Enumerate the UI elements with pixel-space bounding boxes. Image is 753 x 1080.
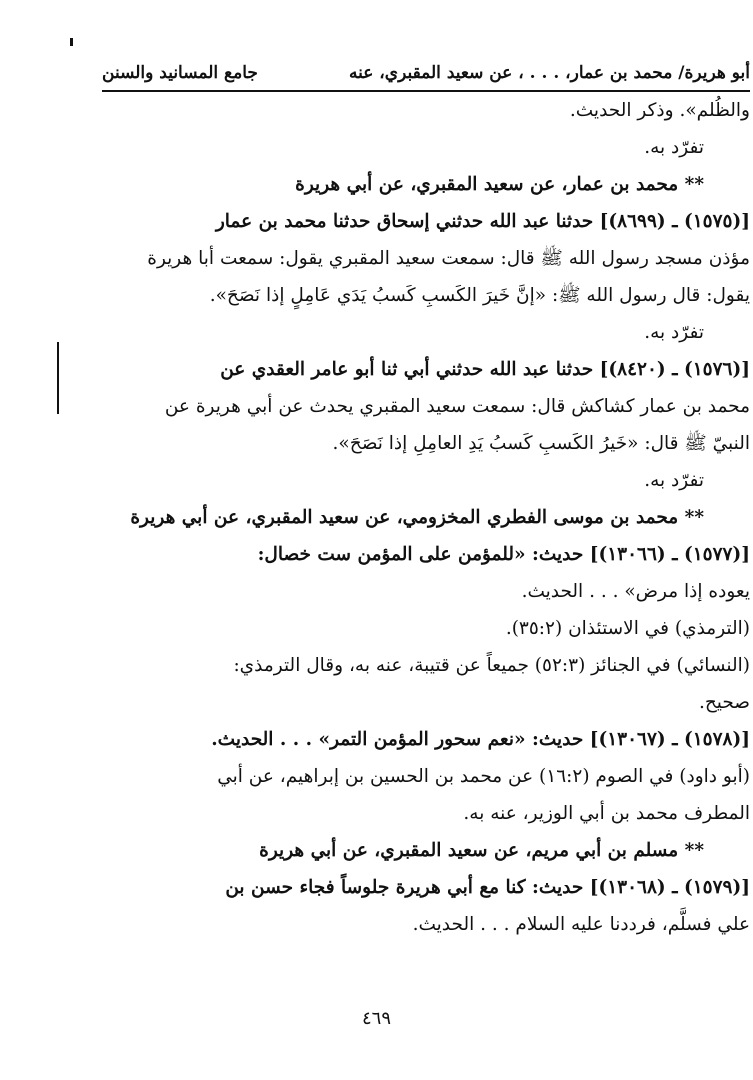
running-header xyxy=(102,56,750,92)
section-heading: ** محمد بن موسى الفطري المخزومي، عن سعيد المقبري، عن أبي هريرة xyxy=(130,507,704,528)
running-title: أبو هريرة/ محمد بن عمار، . . . ، عن سعيد المقبري، عنه xyxy=(348,63,750,83)
section-heading: ** مسلم بن أبي مريم، عن سعيد المقبري، عن أبي هريرة xyxy=(259,840,704,861)
text-line: المطرف محمد بن أبي الوزير، عنه به. xyxy=(463,803,750,824)
text-line: مؤذن مسجد رسول الله ﷺ قال: سمعت سعيد المقبري يقول: سمعت أبا هريرة xyxy=(147,248,750,269)
section-heading: ** محمد بن عمار، عن سعيد المقبري، عن أبي هريرة xyxy=(295,174,704,195)
text-line: تفرّد به. xyxy=(644,470,704,491)
source-reference: (الترمذي) في الاستئذان (٣٥:٢). xyxy=(505,618,750,639)
text-line: يعوده إذا مرض» . . . الحديث. xyxy=(521,581,750,602)
hadith-entry: [(١٥٧٨) ـ (١٣٠٦٧)] حديث: «نعم سحور المؤمن التمر» . . . الحديث. xyxy=(211,729,750,750)
page-number: ٤٦٩ xyxy=(361,1008,391,1029)
source-reference: (النسائي) في الجنائز (٥٢:٣) جميعاً عن قتيبة، عنه به، وقال الترمذي: xyxy=(233,655,750,676)
book-title: جامع المسانيد والسنن xyxy=(102,63,258,83)
text-line: يقول: قال رسول الله ﷺ: «إنَّ خَيرَ الكَسبِ كَسبُ يَدَي عَامِلٍ إذا نَصَحَ». xyxy=(209,285,750,306)
text-line: النبيّ ﷺ قال: «خَيرُ الكَسبِ كَسبُ يَدِ العامِلِ إذا نَصَحَ». xyxy=(332,433,750,454)
hadith-entry: [(١٥٧٥) ـ (٨٦٩٩)] حدثنا عبد الله حدثني إسحاق حدثنا محمد بن عمار xyxy=(215,211,750,232)
hadith-entry: [(١٥٧٦) ـ (٨٤٢٠)] حدثنا عبد الله حدثني أبي ثنا أبو عامر العقدي عن xyxy=(220,359,750,380)
scan-mark xyxy=(57,342,59,414)
scan-mark xyxy=(70,38,73,46)
text-line: محمد بن عمار كشاكش قال: سمعت سعيد المقبري يحدث عن أبي هريرة عن xyxy=(164,396,750,417)
page-body xyxy=(102,92,750,943)
text-line: صحيح. xyxy=(698,692,750,713)
hadith-entry: [(١٥٧٩) ـ (١٣٠٦٨)] حديث: كنا مع أبي هريرة جلوساً فجاء حسن بن xyxy=(225,877,750,898)
text-line: تفرّد به. xyxy=(644,322,704,343)
source-reference: (أبو داود) في الصوم (١٦:٢) عن محمد بن الحسين بن إبراهيم، عن أبي xyxy=(217,766,750,787)
text-line: والظُلم». وذكر الحديث. xyxy=(569,100,750,121)
text-line: تفرّد به. xyxy=(644,137,704,158)
text-line: علي فسلَّم، فرددنا عليه السلام . . . الحديث. xyxy=(412,914,750,935)
hadith-entry: [(١٥٧٧) ـ (١٣٠٦٦)] حديث: «للمؤمن على المؤمن ست خصال: xyxy=(257,544,750,565)
